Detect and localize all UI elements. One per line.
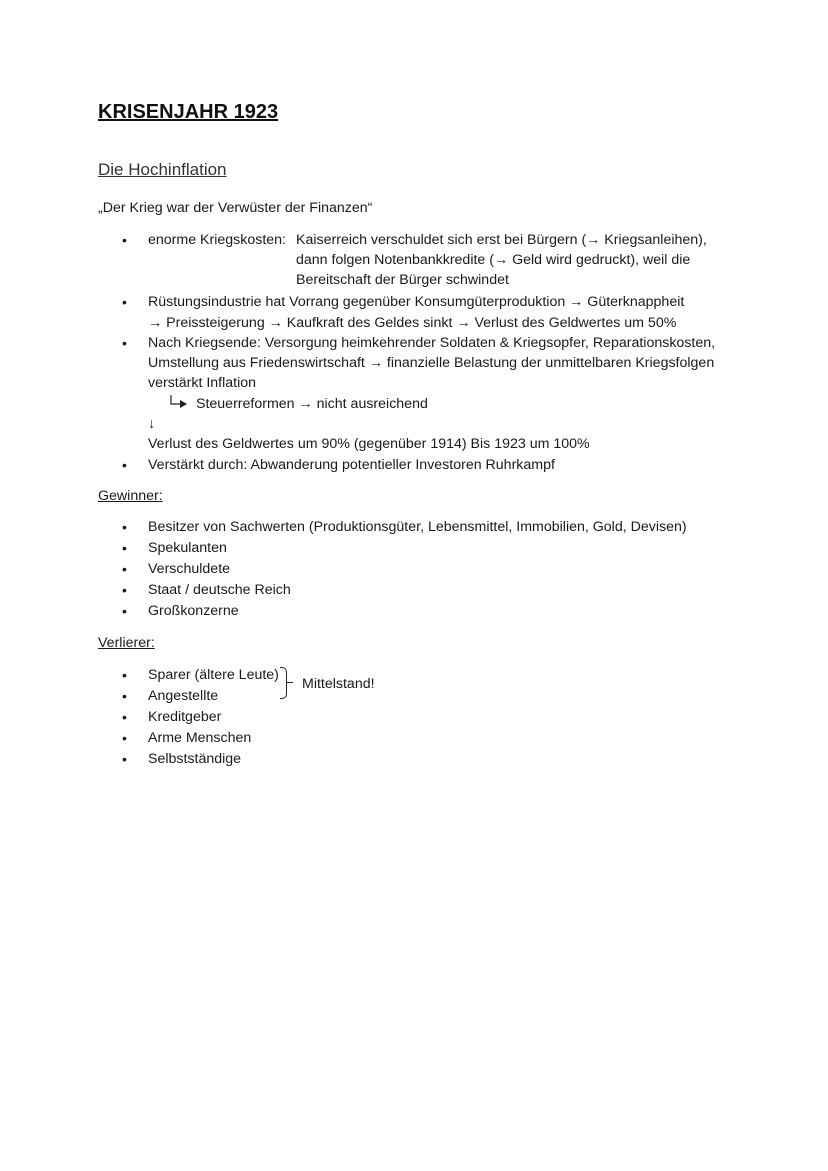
gewinner-item: Verschuldete xyxy=(148,561,231,577)
bullet-dot: • xyxy=(122,335,127,351)
down-arrow-icon: ↓ xyxy=(148,416,156,432)
verlierer-heading: Verlierer: xyxy=(98,635,155,651)
verlust-line: Verlust des Geldwertes um 90% (gegenüber 1914) Bis 1923 um 100% xyxy=(148,436,590,452)
verlierer-item: Arme Menschen xyxy=(148,730,252,746)
verlierer-item: Angestellte xyxy=(148,688,219,704)
section-subtitle: Die Hochinflation xyxy=(98,160,227,179)
bullet-dot: • xyxy=(122,603,127,619)
mittelstand-note: Mittelstand! xyxy=(302,676,375,692)
bullet-dot: • xyxy=(122,540,127,556)
kriegskosten-label: enorme Kriegskosten: xyxy=(148,232,287,248)
bullet-dot: • xyxy=(122,709,127,725)
bullet-dot: • xyxy=(122,688,127,704)
bullet-dot: • xyxy=(122,232,127,248)
kriegsende-line: Umstellung aus Friedenswirtschaft → finanzielle Belastung der unmittelbaren Kriegsfolgen xyxy=(148,355,715,371)
ruestung-line: Rüstungsindustrie hat Vorrang gegenüber Konsumgüterproduktion → Güterknappheit xyxy=(148,294,685,310)
steuerreformen: Steuerreformen → nicht ausreichend xyxy=(196,396,428,412)
verstaerkt-line: Verstärkt durch: Abwanderung potentieller Investoren Ruhrkampf xyxy=(148,457,555,473)
bullet-dot: • xyxy=(122,582,127,598)
gewinner-item: Staat / deutsche Reich xyxy=(148,582,291,598)
bullet-dot: • xyxy=(122,294,127,310)
bullet-dot: • xyxy=(122,561,127,577)
kriegsende-line: verstärkt Inflation xyxy=(148,375,257,391)
bracket-tick xyxy=(287,682,293,683)
ruestung-line: → Preissteigerung → Kaufkraft des Geldes sinkt → Verlust des Geldwertes um 50% xyxy=(148,315,677,331)
grouping-bracket xyxy=(280,667,287,699)
quote: „Der Krieg war der Verwüster der Finanzen“ xyxy=(98,200,373,216)
verlierer-item: Selbstständige xyxy=(148,751,242,767)
page-title: KRISENJAHR 1923 xyxy=(98,101,279,123)
bullet-dot: • xyxy=(122,751,127,767)
gewinner-item: Besitzer von Sachwerten (Produktionsgüter, Lebensmittel, Immobilien, Gold, Devisen) xyxy=(148,519,687,535)
verlierer-item: Kreditgeber xyxy=(148,709,222,725)
gewinner-item: Spekulanten xyxy=(148,540,227,556)
kriegskosten-line: Kaiserreich verschuldet sich erst bei Bürgern (→ Kriegsanleihen), xyxy=(296,232,707,248)
gewinner-item: Großkonzerne xyxy=(148,603,239,619)
bullet-dot: • xyxy=(122,457,127,473)
bullet-dot: • xyxy=(122,667,127,683)
kriegskosten-line: Bereitschaft der Bürger schwindet xyxy=(296,272,509,288)
corner-arrow-icon xyxy=(168,394,190,410)
kriegskosten-line: dann folgen Notenbankkredite (→ Geld wird gedruckt), weil die xyxy=(296,252,691,268)
bullet-dot: • xyxy=(122,519,127,535)
gewinner-heading: Gewinner: xyxy=(98,488,163,504)
bullet-dot: • xyxy=(122,730,127,746)
verlierer-item: Sparer (ältere Leute) xyxy=(148,667,279,683)
kriegsende-line: Nach Kriegsende: Versorgung heimkehrender Soldaten & Kriegsopfer, Reparationskosten, xyxy=(148,335,716,351)
